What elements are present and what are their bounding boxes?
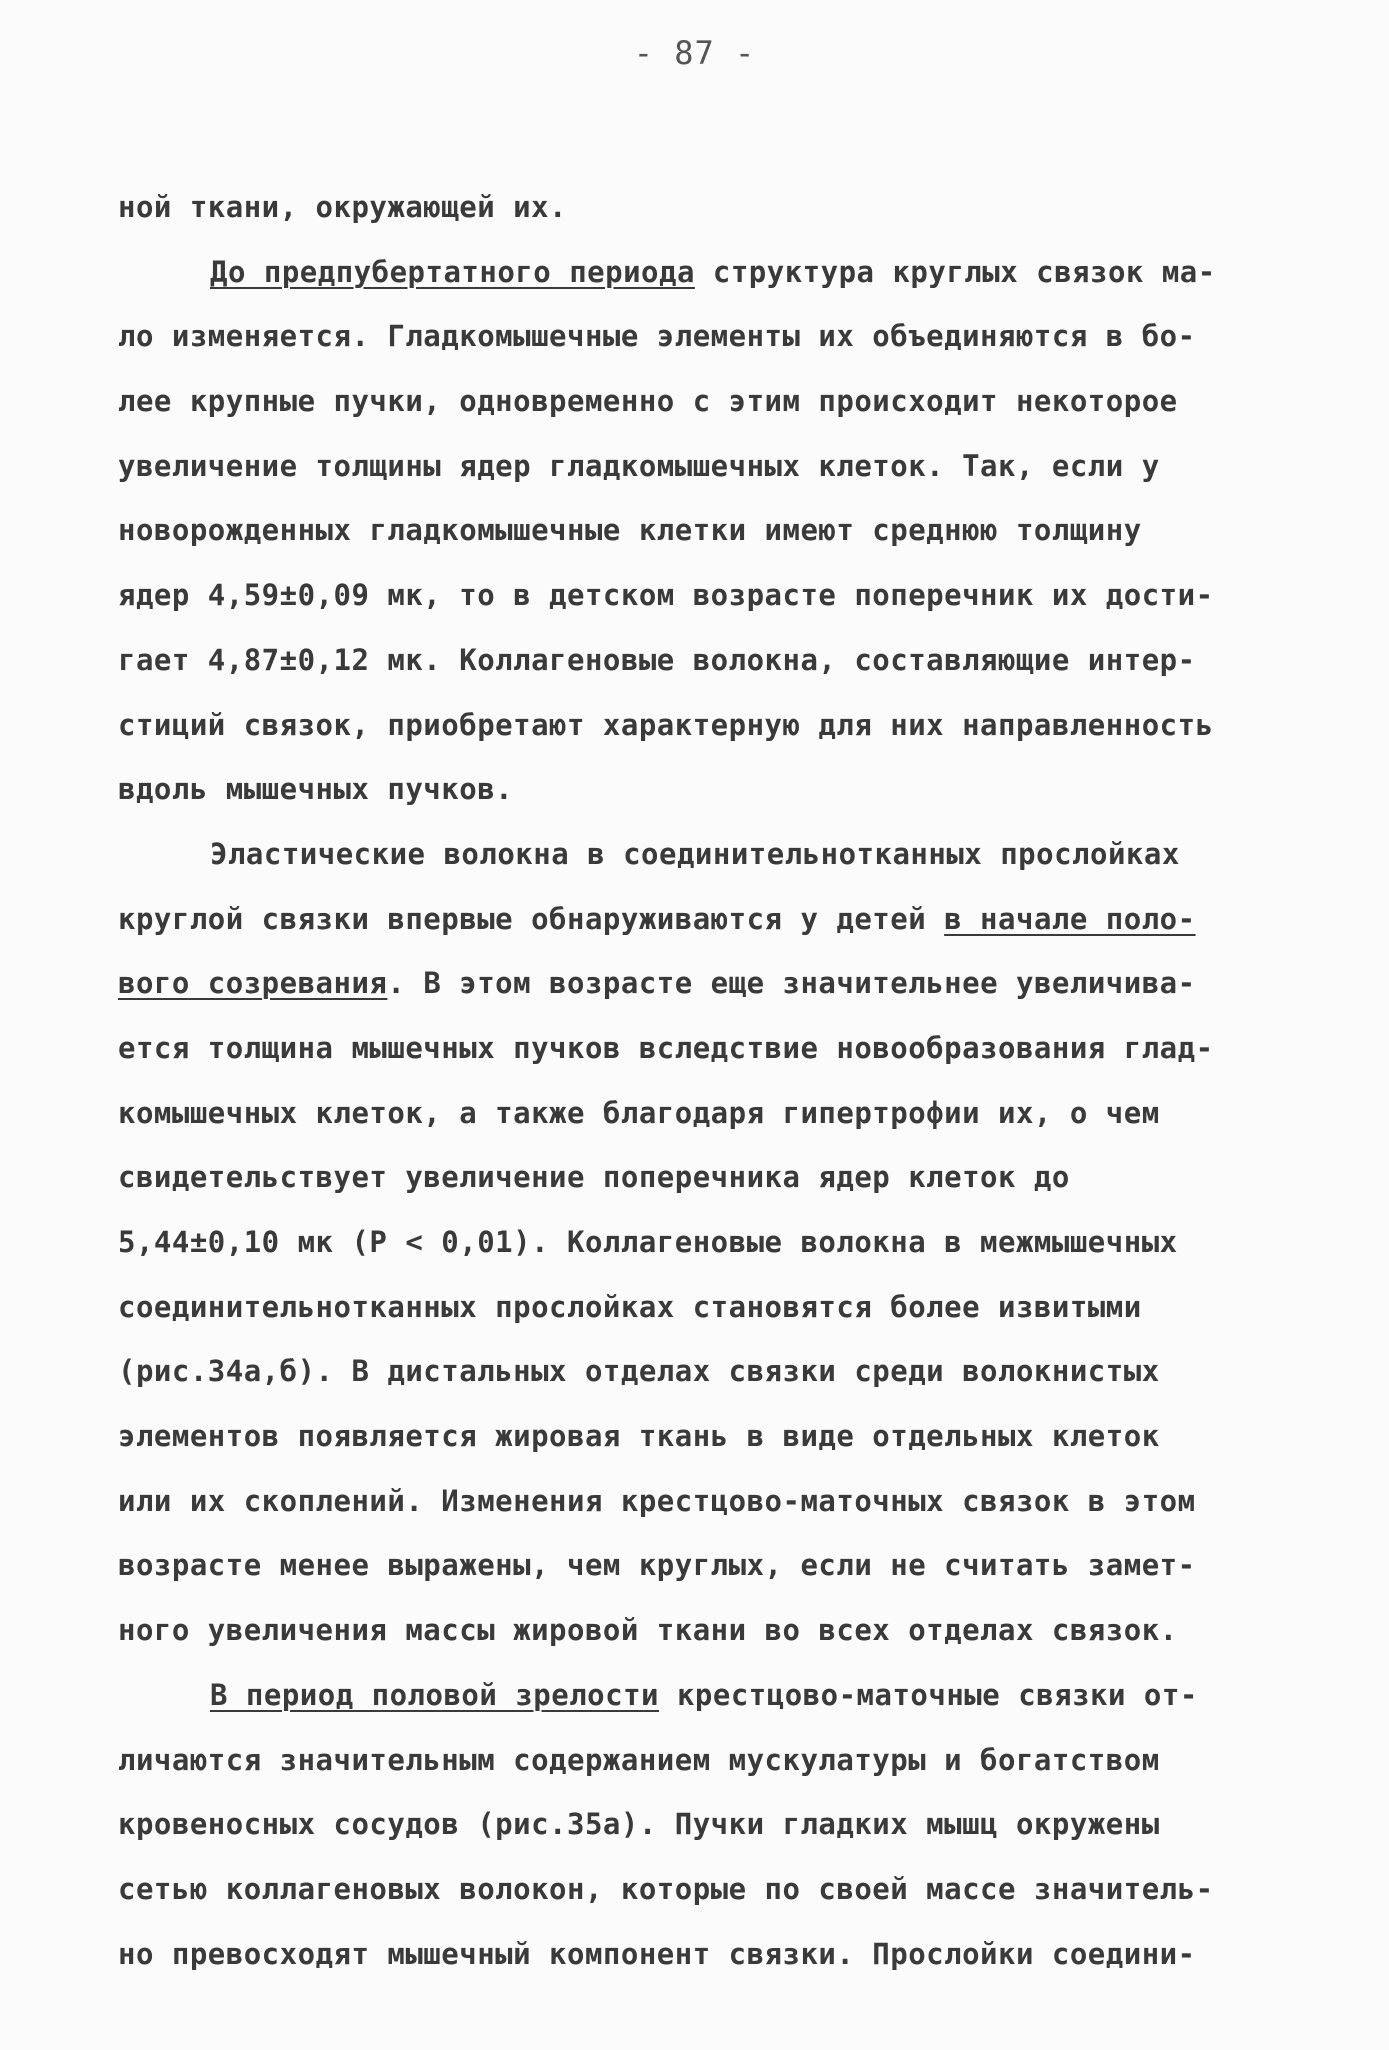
text-line [118, 693, 1278, 758]
text-line [118, 822, 1278, 887]
underlined-phrase: вого созревания [118, 966, 388, 1001]
text-line [118, 1339, 1278, 1404]
text-span: стиций связок, приобретают характерную для них направленность [118, 707, 1214, 742]
text-span: ядер 4,59±0,09 мк, то в детском возрасте поперечник их дости- [118, 578, 1214, 613]
underlined-phrase: В период половой зрелости [210, 1677, 659, 1712]
text-span: лее крупные пучки, одновременно с этим происходит некоторое [118, 384, 1178, 419]
text-line [118, 757, 1278, 822]
page-number: - 87 - [633, 34, 756, 72]
text-span: соединительнотканных прослойках становятся более извитыми [118, 1289, 1142, 1324]
text-line [118, 1598, 1278, 1663]
text-line [118, 498, 1278, 563]
text-line [118, 1275, 1278, 1340]
text-span: ной ткани, окружающей их. [118, 190, 567, 224]
body-text [118, 175, 1278, 1986]
text-line [118, 1081, 1278, 1146]
text-line [118, 1210, 1278, 1275]
text-span: ло изменяется. Гладкомышечные элементы их объединяются в бо- [118, 319, 1196, 354]
text-span: круглой связки впервые обнаруживаются у детей [118, 901, 945, 936]
text-line [118, 1857, 1278, 1922]
text-line [118, 887, 1278, 952]
text-line [118, 1663, 1278, 1728]
text-line [118, 1922, 1278, 1987]
text-line [118, 1145, 1278, 1210]
text-span: комышечных клеток, а также благодаря гипертрофии их, о чем [118, 1095, 1160, 1130]
text-line [118, 369, 1278, 434]
text-span: или их скоплений. Изменения крестцово-маточных связок в этом [118, 1483, 1196, 1518]
text-line [118, 1469, 1278, 1534]
text-span: ется толщина мышечных пучков вследствие новообразования глад- [118, 1030, 1214, 1065]
underlined-phrase: До предпубертатного периода [210, 254, 695, 289]
text-span: Эластические волокна в соединительнотканных прослойках [210, 836, 1180, 871]
text-span: свидетельствует увеличение поперечника ядер клеток до [118, 1160, 1070, 1195]
text-span: структура круглых связок ма- [694, 254, 1216, 289]
text-line [118, 1016, 1278, 1081]
text-span: возрасте менее выражены, чем круглых, если не считать замет- [118, 1548, 1196, 1583]
text-span: крестцово-маточные связки от- [659, 1677, 1198, 1712]
text-line [118, 240, 1278, 305]
text-span: но превосходят мышечный компонент связки. Прослойки соедини- [118, 1936, 1196, 1971]
text-span: сетью коллагеновых волокон, которые по своей массе значитель- [118, 1871, 1214, 1906]
text-line [118, 951, 1278, 1016]
text-span: ного увеличения массы жировой ткани во всех отделах связок. [118, 1613, 1178, 1648]
text-line [118, 563, 1278, 628]
text-line [118, 1728, 1278, 1793]
text-span: 5,44±0,10 мк (Р < 0,01). Коллагеновые волокна в межмышечных [118, 1225, 1178, 1259]
text-line [118, 175, 1278, 240]
text-span: (рис.34а,б). В дистальных отделах связки среди волокнистых [118, 1354, 1160, 1389]
text-line [118, 304, 1278, 369]
text-span: элементов появляется жировая ткань в виде отдельных клеток [118, 1419, 1160, 1454]
text-line [118, 628, 1278, 693]
text-span: вдоль мышечных пучков. [118, 772, 514, 807]
underlined-phrase: в начале поло- [944, 901, 1196, 936]
text-span: . В этом возрасте еще значительнее увеличива- [387, 966, 1196, 1001]
text-line [118, 1792, 1278, 1857]
text-line [118, 434, 1278, 499]
text-span: новорожденных гладкомышечные клетки имеют среднюю толщину [118, 513, 1142, 548]
text-span: гает 4,87±0,12 мк. Коллагеновые волокна, составляющие интер- [118, 642, 1196, 677]
text-span: кровеносных сосудов (рис.35а). Пучки гладких мышц окружены [118, 1807, 1160, 1842]
text-line [118, 1404, 1278, 1469]
text-span: увеличение толщины ядер гладкомышечных клеток. Так, если у [118, 448, 1160, 483]
text-span: личаются значительным содержанием мускулатуры и богатством [118, 1742, 1160, 1777]
text-line [118, 1533, 1278, 1598]
